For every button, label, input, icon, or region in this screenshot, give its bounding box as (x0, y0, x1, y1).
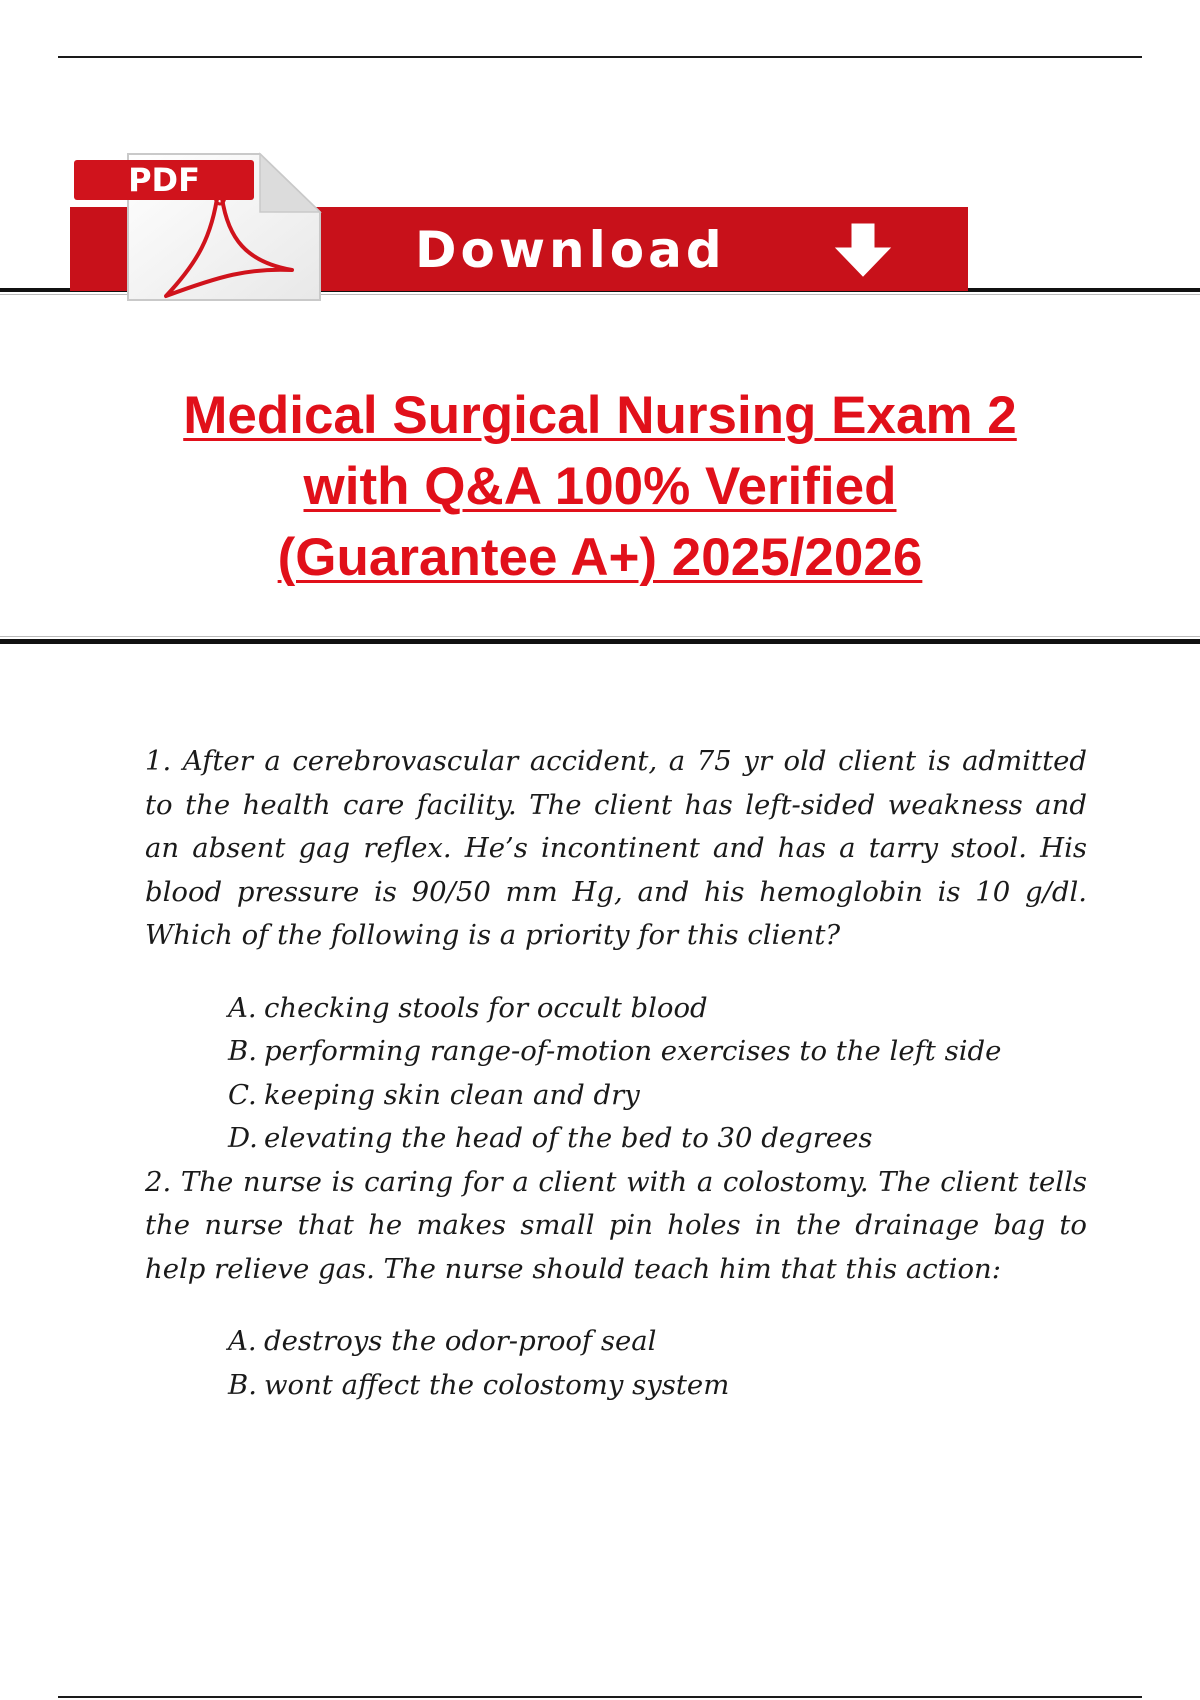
option-text: wont affect the colostomy system (264, 1368, 730, 1401)
question-number: 1. (145, 745, 172, 777)
answer-option (228, 1320, 1087, 1364)
answer-options (145, 1320, 1087, 1407)
option-text: destroys the odor-proof seal (264, 1325, 657, 1357)
question-2 (145, 1161, 1087, 1292)
answer-option (228, 1117, 1087, 1161)
question-text: After a cerebrovascular accident, a 75 yr old client is admitted to the health care facility. The client has left-sided weakness and an absent gag reflex. He’s incontinent and has a tarry stool. His blood pressure is 90/50 mm Hg, and his hemoglobin is 10 g/dl. Which of the following is a priority for this client? (145, 745, 1087, 951)
option-text: performing range-of-motion exercises to the left side (264, 1035, 1002, 1067)
question-text: The nurse is caring for a client with a colostomy. The client tells the nurse that he makes small pin holes in the drainage bag to help relieve gas. The nurse should teach him that this action: (145, 1165, 1087, 1285)
top-rule (58, 56, 1142, 58)
title-line: with Q&A 100% Verified (303, 457, 897, 516)
answer-options (145, 987, 1087, 1161)
question-number: 2. (145, 1165, 172, 1198)
answer-option (228, 1364, 1087, 1408)
option-letter: D. (228, 1122, 258, 1154)
download-arrow-icon[interactable] (830, 222, 896, 278)
title-line: (Guarantee A+) 2025/2026 (277, 528, 923, 587)
option-letter: A. (228, 1325, 257, 1357)
answer-option (228, 987, 1087, 1031)
document-title (100, 380, 1100, 593)
option-letter: B. (228, 1368, 257, 1401)
bottom-rule (58, 1696, 1142, 1698)
option-text: elevating the head of the bed to 30 degrees (264, 1122, 873, 1154)
download-label[interactable]: Download (415, 221, 726, 279)
option-text: checking stools for occult blood (264, 991, 708, 1024)
pdf-file-icon (70, 150, 330, 306)
option-letter: A. (228, 991, 257, 1024)
title-box (0, 288, 1200, 644)
title-line: Medical Surgical Nursing Exam 2 (183, 386, 1017, 445)
option-text: keeping skin clean and dry (264, 1078, 640, 1111)
answer-option (228, 1074, 1087, 1118)
question-1 (145, 740, 1087, 958)
answer-option (228, 1030, 1087, 1074)
option-letter: C. (228, 1078, 257, 1111)
option-letter: B. (228, 1035, 257, 1067)
pdf-label: PDF (128, 161, 200, 199)
exam-content (145, 740, 1087, 1407)
